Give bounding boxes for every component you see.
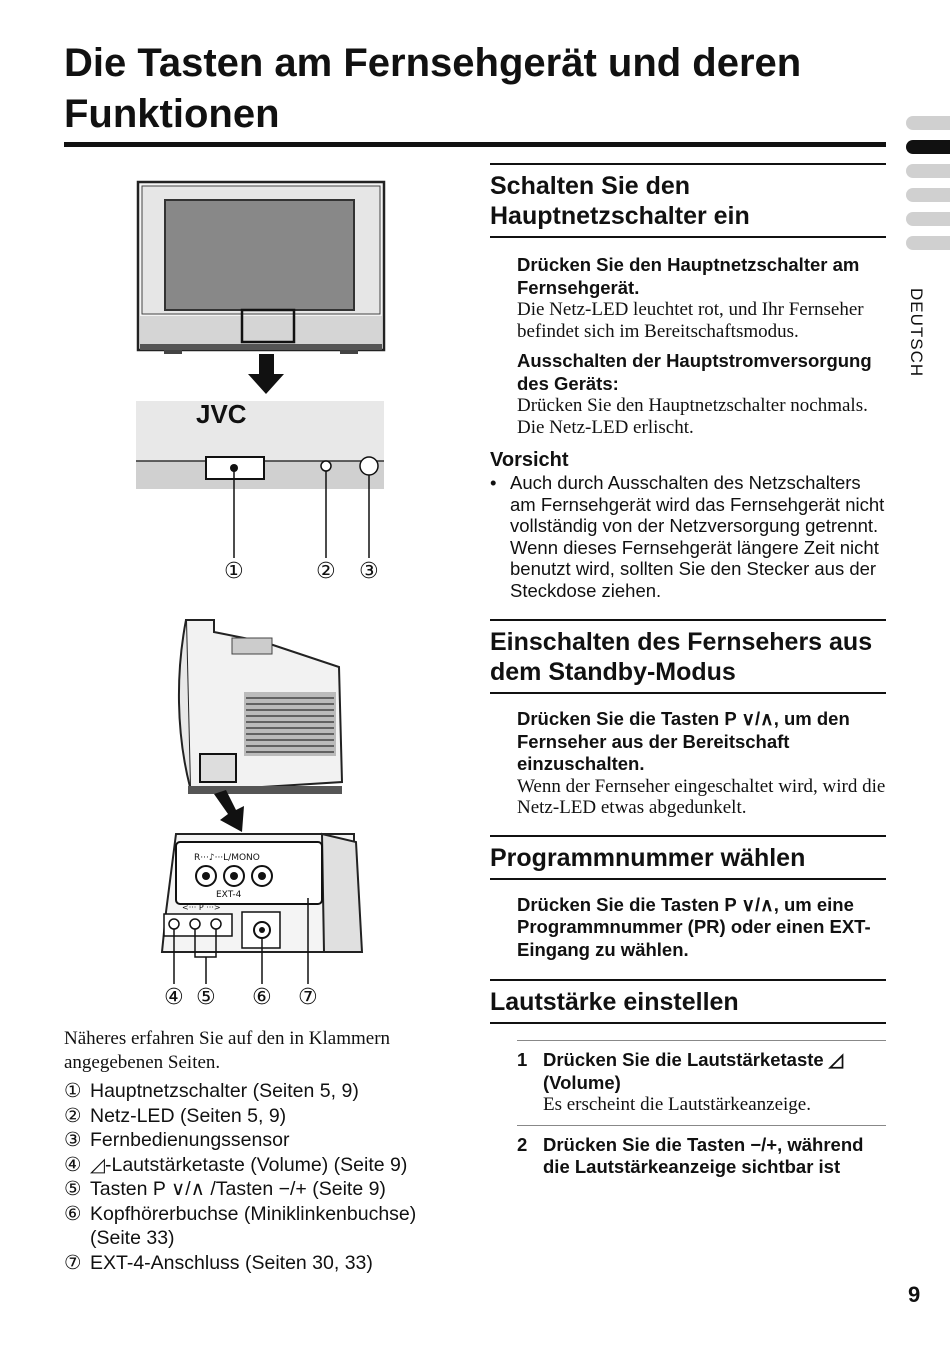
list-item xyxy=(64,1251,464,1276)
item-number: ② xyxy=(64,1104,82,1127)
item-number: ③ xyxy=(64,1129,82,1151)
item-text: Kopfhörerbuchse (Miniklinkenbuchse) (Seite 33) xyxy=(90,1202,417,1249)
instruction-text: Die Netz-LED leuchtet rot, und Ihr Fernseher befindet sich im Bereitschaftsmodus. xyxy=(517,299,864,342)
tv-front-illustration xyxy=(64,176,394,596)
item-number: ⑦ xyxy=(64,1251,82,1274)
list-item xyxy=(64,1128,464,1153)
section-heading-program: Programmnummer wählen xyxy=(490,843,806,872)
item-number: ⑥ xyxy=(64,1202,82,1225)
section-body-standby xyxy=(490,694,886,819)
callout-1: ① xyxy=(224,559,244,584)
list-item xyxy=(64,1177,464,1202)
item-text: Hauptnetzschalter (Seiten 5, 9) xyxy=(90,1080,359,1102)
list-item xyxy=(64,1202,464,1251)
item-number: ① xyxy=(64,1080,82,1102)
page-number: 9 xyxy=(908,1282,921,1307)
instruction-bold: Drücken Sie den Hauptnetzschalter am Fernsehgerät. xyxy=(517,254,860,298)
notes-list xyxy=(64,1027,464,1275)
instruction-bold: Drücken Sie die Tasten P ∨/∧, um den Fernseher aus der Bereitschaft einzuschalten. xyxy=(517,708,850,774)
p-label: <··· P ···> xyxy=(182,903,221,912)
chapter-tab xyxy=(906,212,950,226)
list-item xyxy=(64,1079,464,1104)
section-heading-volume: Lautstärke einstellen xyxy=(490,988,739,1016)
chapter-tab-active xyxy=(906,140,950,154)
caution-item xyxy=(490,472,886,601)
chapter-tabs xyxy=(906,116,950,260)
step-number: 1 xyxy=(517,1049,528,1070)
item-text: Tasten P ∨/∧ /Tasten −/+ (Seite 9) xyxy=(90,1178,386,1200)
callout-2: ② xyxy=(316,559,336,584)
callout-5: ⑤ xyxy=(196,985,216,1010)
section-heading-main-switch: Schalten Sie den Hauptnetzschalter ein xyxy=(490,172,750,230)
bullet-glyph: • xyxy=(490,472,497,493)
jack-label: R···♪···L/MONO xyxy=(194,853,260,863)
instruction-text: Drücken Sie den Hauptnetzschalter nochmals. xyxy=(517,395,868,416)
item-number: ④ xyxy=(64,1153,82,1176)
instruction-bold: Ausschalten der Hauptstromversorgung des Geräts: xyxy=(517,350,872,394)
section-body-main-switch xyxy=(490,238,886,438)
instructions-column xyxy=(490,163,886,1188)
instruction-text: Es erscheint die Lautstärkeanzeige. xyxy=(543,1094,811,1115)
section-body-program xyxy=(490,880,886,962)
caution-heading: Vorsicht xyxy=(490,449,569,471)
instruction-text: Die Netz-LED erlischt. xyxy=(517,416,694,438)
callout-4: ④ xyxy=(164,985,184,1010)
notes-intro: Näheres erfahren Sie auf den in Klammern angegebenen Seiten. xyxy=(64,1028,391,1073)
page-title: Die Tasten am Fernsehgerät und deren Funktionen xyxy=(64,41,802,136)
item-text: Fernbedienungssensor xyxy=(90,1129,290,1151)
list-item xyxy=(64,1104,464,1129)
item-text: ◿-Lautstärketaste (Volume) (Seite 9) xyxy=(90,1153,408,1176)
callout-7: ⑦ xyxy=(298,985,318,1010)
chapter-tab xyxy=(906,188,950,202)
step-2 xyxy=(490,1126,886,1188)
jvc-logo: JVC xyxy=(196,399,247,429)
item-number: ⑤ xyxy=(64,1178,82,1200)
chapter-tab xyxy=(906,116,950,130)
instruction-bold: Drücken Sie die Lautstärketaste ◿ (Volume) xyxy=(543,1049,844,1093)
chapter-tab xyxy=(906,236,950,250)
ext-label: EXT-4 xyxy=(216,890,242,900)
callout-6: ⑥ xyxy=(252,985,272,1010)
step-1 xyxy=(490,1041,886,1125)
item-text: EXT-4-Anschluss (Seiten 30, 33) xyxy=(90,1251,373,1274)
language-label: DEUTSCH xyxy=(907,288,926,378)
section-heading-standby: Einschalten des Fernsehers aus dem Standby-Modus xyxy=(490,628,873,686)
chapter-tab xyxy=(906,164,950,178)
title-rule xyxy=(64,142,886,147)
callout-3: ③ xyxy=(359,559,379,584)
item-text: Netz-LED (Seiten 5, 9) xyxy=(90,1104,287,1127)
caution-text: Auch durch Ausschalten des Netzschalters am Fernsehgerät wird das Fernsehgerät nicht vollständig von der Netzversorgung getrennt. Wenn dieses Fernsehgerät längere Zeit nicht benutzt wird, sollten Sie den Stecker aus der Steckdose ziehen. xyxy=(510,472,885,601)
step-number: 2 xyxy=(517,1133,528,1155)
instruction-text: Wenn der Fernseher eingeschaltet wird, wird die Netz-LED etwas abgedunkelt. xyxy=(517,775,886,818)
tv-side-illustration xyxy=(64,612,394,1012)
instruction-bold: Drücken Sie die Tasten P ∨/∧, um eine Programmnummer (PR) oder einen EXT-Eingang zu wählen. xyxy=(517,893,871,960)
instruction-bold: Drücken Sie die Tasten −/+, während die Lautstärkeanzeige sichtbar ist xyxy=(543,1133,864,1177)
list-item xyxy=(64,1153,464,1178)
